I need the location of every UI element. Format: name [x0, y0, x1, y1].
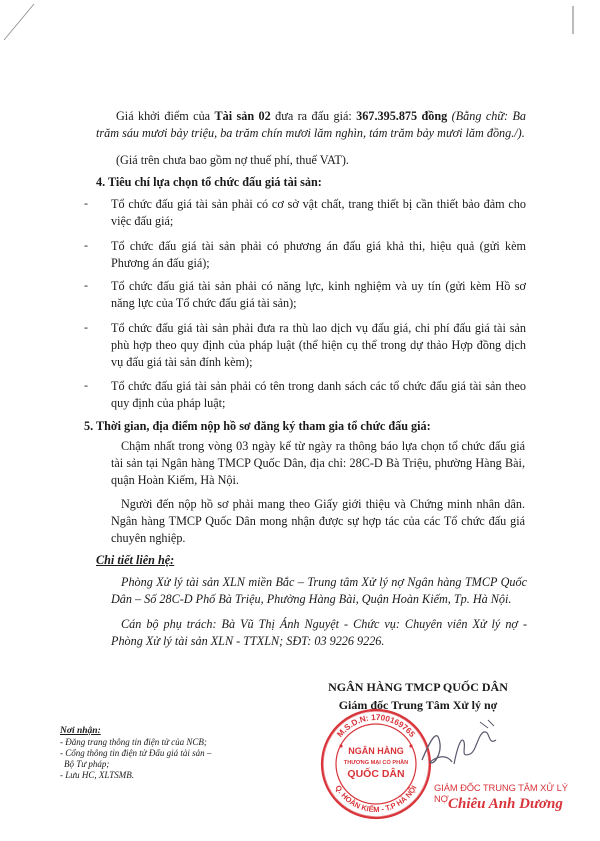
- seal-line-3: QUỐC DÂN: [347, 768, 405, 780]
- criteria-item: Tổ chức đấu giá tài sản phải có cơ sở vật chất, trang thiết bị cần thiết bảo đảm cho việc đấu giá;: [111, 197, 526, 228]
- seal-line-2: THƯƠNG MẠI CỔ PHẦN: [343, 760, 409, 766]
- section-5-heading: 5. Thời gian, địa điểm nộp hồ sơ đăng ký tham gia tổ chức đấu giá:: [84, 419, 431, 433]
- section-4-heading: 4. Tiêu chí lựa chọn tổ chức đấu giá tài sản:: [96, 175, 322, 189]
- price-mid: đưa ra đấu giá:: [270, 109, 357, 123]
- recipient-item: Bộ Tư pháp;: [64, 759, 110, 769]
- bullet-dash: -: [84, 378, 88, 392]
- starting-price-paragraph: [96, 108, 526, 142]
- corner-mark: [0, 0, 40, 42]
- recipients-heading: Nơi nhận:: [60, 726, 101, 736]
- bullet-dash: -: [84, 196, 88, 210]
- bullet-dash: -: [84, 320, 88, 334]
- recipients-block: [60, 726, 280, 781]
- price-amount: 367.395.875 đồng: [356, 109, 448, 123]
- contact-heading: Chi tiết liên hệ:: [96, 553, 175, 567]
- bullet-dash: -: [84, 238, 88, 252]
- price-in-words: (Bằng chữ: Ba trăm sáu mươi bảy triệu, ba trăm chín mươi lăm nghìn, tám trăm bảy mươi lăm đồng./).: [96, 109, 526, 140]
- seal-tax-code: M.S.D.N: 1700169765: [335, 712, 417, 739]
- price-prefix: Giá khởi điểm của: [116, 109, 215, 123]
- bullet-dash: -: [84, 278, 88, 292]
- section-5-paragraph-1: Chậm nhất trong vòng 03 ngày kể từ ngày ra thông báo lựa chọn tổ chức đấu giá tài sản tại Ngân hàng TMCP Quốc Dân, địa chỉ: 28C-D Bà Triệu, phường Hàng Bài, quận Hoàn Kiếm, Hà Nội.: [111, 439, 525, 487]
- handwritten-signature: [418, 714, 518, 776]
- company-seal: [318, 706, 434, 822]
- criteria-item: Tổ chức đấu giá tài sản phải có phương án đấu giá khả thi, hiệu quả (gửi kèm Phương án đấu giá);: [111, 239, 526, 270]
- edge-mark: [570, 6, 576, 36]
- criteria-item: Tổ chức đấu giá tài sản phải đưa ra thù lao dịch vụ đấu giá, chi phí đấu giá tài sản phù hợp theo quy định của pháp luật (thể hiện cụ thể trong dự thảo Hợp đồng dịch vụ đấu giá tài sản đính kèm);: [111, 321, 526, 369]
- recipient-item: - Lưu HC, XLTSMB.: [60, 770, 134, 780]
- recipient-item: - Đăng trang thông tin điện tử của NCB;: [60, 737, 207, 747]
- price-note: (Giá trên chưa bao gồm nợ thuế phí, thuế VAT).: [116, 153, 349, 167]
- criteria-item: Tổ chức đấu giá tài sản phải có tên trong danh sách các tổ chức đấu giá tài sản theo quy định của pháp luật;: [111, 379, 526, 410]
- contact-department: Phòng Xử lý tài sản XLN miền Bắc – Trung tâm Xử lý nợ Ngân hàng TMCP Quốc Dân – Số 28C-D Phố Bà Triệu, Phường Hàng Bài, Quận Hoàn Kiếm, Tp. Hà Nội.: [111, 575, 527, 606]
- contact-officer: Cán bộ phụ trách: Bà Vũ Thị Ánh Nguyệt - Chức vụ: Chuyên viên Xử lý nợ - Phòng Xử lý tài sản XLN - TTXLN; SĐT: 03 9226 9226.: [111, 617, 527, 648]
- section-5-paragraph-2: Người đến nộp hồ sơ phải mang theo Giấy giới thiệu và Chứng minh nhân dân. Ngân hàng TMCP Quốc Dân mong nhận được sự hợp tác của các Tổ chức đấu giá chuyên nghiệp.: [111, 497, 525, 545]
- criteria-item: Tổ chức đấu giá tài sản phải có năng lực, kinh nghiệm và uy tín (gửi kèm Hồ sơ năng lực của Tổ chức đấu giá tài sản);: [111, 279, 526, 310]
- signature-org: NGÂN HÀNG TMCP QUỐC DÂN: [328, 680, 508, 694]
- seal-location: Q. HOÀN KIẾM - T.P HÀ NỘI: [333, 783, 419, 815]
- recipient-item: - Cổng thông tin điện tử Đấu giá tài sản –: [60, 748, 212, 758]
- signer-name: Chiêu Anh Dương: [448, 796, 563, 812]
- seal-line-1: NGÂN HÀNG: [348, 746, 404, 756]
- price-asset: Tài sản 02: [214, 109, 271, 123]
- signature-title: Giám đốc Trung Tâm Xử lý nợ: [338, 698, 498, 712]
- signer-role: GIÁM ĐỐC TRUNG TÂM XỬ LÝ NỢ: [434, 782, 568, 804]
